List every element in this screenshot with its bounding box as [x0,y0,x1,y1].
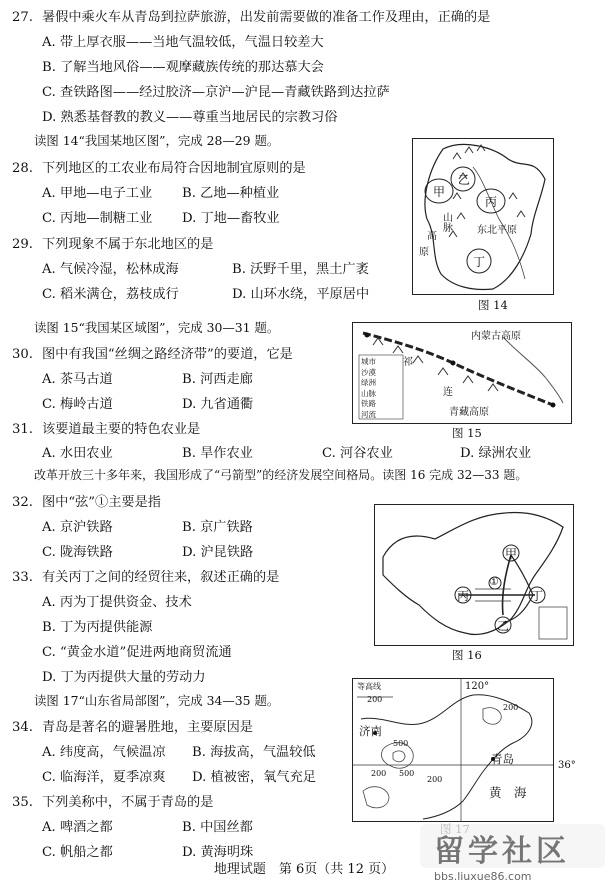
question-text: 青岛是著名的避暑胜地，主要原因是 [42,720,253,735]
option-28b: B. 乙地—种植业 [182,186,280,201]
option-27c: C. 查铁路图——经过胶济—京沪—沪昆—青藏铁路到达拉萨 [42,85,390,100]
question-number: 27. [12,10,33,25]
question-text: 暑假中乘火车从青岛到拉萨旅游，出发前需要做的准备工作及理由，正确的是 [42,10,491,25]
question-number: 29. [12,237,33,252]
fig14-label-yi: 乙 [458,173,471,187]
question-number: 34. [12,720,33,735]
question-30 [12,343,293,362]
option-31b: B. 旱作农业 [182,446,253,461]
option-30b: B. 河西走廊 [182,372,253,387]
fig14-label-plain: 东北平原 [477,225,517,236]
option-27d: D. 熟悉基督教的教义——尊重当地居民的宗教习俗 [42,110,338,125]
option-35b: B. 中国丝都 [182,820,253,835]
option-31c: C. 河谷农业 [322,446,393,461]
option-27b: B. 了解当地风俗——观摩藏族传统的那达慕大会 [42,60,324,75]
question-text: 下列地区的工农业布局符合因地制宜原则的是 [42,161,306,176]
fig17-label-36: 36° [558,760,576,771]
option-29d: D. 山环水绕，平原居中 [232,287,370,302]
option-32c: C. 陇海铁路 [42,545,113,560]
option-28c: C. 丙地—制糖工业 [42,211,153,226]
intro-fig14: 读图 14“我国某地区图”，完成 28—29 题。 [34,133,280,148]
option-33c: C. “黄金水道”促进两地商贸流通 [42,645,232,660]
option-33a: A. 丙为丁提供资金、技术 [42,595,192,610]
fig17-elev-3: 200 [371,769,387,778]
fig14-label-bing: 丙 [485,195,498,209]
fig17-elev-4: 500 [399,769,415,778]
option-33b: B. 丁为丙提供能源 [42,620,153,635]
question-number: 35. [12,795,33,810]
watermark-url: bbs.liuxue86.com [434,870,532,883]
figure-15-map [352,322,572,424]
fig14-label-yuan: 原 [419,247,429,258]
option-35d: D. 黄海明珠 [182,845,254,860]
option-35a: A. 啤酒之都 [42,820,113,835]
question-34 [12,716,253,735]
fig16-label-bing: 丙 [457,589,470,603]
option-28d: D. 丁地—畜牧业 [182,211,280,226]
question-27 [12,6,490,25]
fig16-label-yi: 乙 [497,619,510,633]
figure-14-caption: 图 14 [478,298,508,312]
watermark-text: 留学社区 [434,834,570,869]
fig17-elev-5: 200 [427,775,443,784]
fig15-label-qingzang: 青藏高原 [449,407,489,418]
option-27a: A. 带上厚衣服——当地气温较低，气温日较差大 [42,35,324,50]
fig14-label-gao: 高 [427,231,437,242]
option-34d: D. 植被密，氧气充足 [192,770,316,785]
fig15-label-lian: 连 [443,387,453,398]
option-29a: A. 气候冷湿，松林成海 [42,262,179,277]
fig17-elev-2: 500 [393,739,409,748]
fig17-elev-1: 200 [503,703,519,712]
option-32a: A. 京沪铁路 [42,520,113,535]
option-34b: B. 海拔高，气温较低 [192,745,316,760]
fig15-label-mongolia: 内蒙古高原 [471,331,521,342]
question-29 [12,233,213,252]
fig17-label-sea: 黄 海 [489,785,527,800]
option-30d: D. 九省通衢 [182,397,254,412]
question-text: 图中“弦”①主要是指 [42,495,161,510]
intro-fig16: 改革开放三十多年来，我国形成了“弓箭型”的经济发展空间格局。读图 16 完成 32—33 题。 [34,468,528,482]
question-text: 该要道最主要的特色农业是 [42,422,201,437]
option-32d: D. 沪昆铁路 [182,545,254,560]
option-34c: C. 临海洋，夏季凉爽 [42,770,166,785]
question-text: 下列美称中，不属于青岛的是 [42,795,214,810]
question-33 [12,566,279,585]
option-34a: A. 纬度高，气候温凉 [42,745,166,760]
figure-15-caption: 图 15 [452,426,482,440]
legend-desert: 沙漠 [361,367,376,377]
question-text: 下列现象不属于东北地区的是 [42,237,214,252]
fig17-label-120: 120° [465,681,490,692]
question-number: 33. [12,570,33,585]
figure-16-map [374,504,574,646]
fig17-legend-200: 200 [367,695,383,704]
legend-railway: 铁路 [361,399,376,408]
option-32b: B. 京广铁路 [182,520,253,535]
question-35 [12,791,213,810]
question-number: 31. [12,422,33,437]
question-32 [12,491,161,510]
option-30c: C. 梅岭古道 [42,397,113,412]
intro-fig15: 读图 15“我国某区域图”，完成 30—31 题。 [34,320,280,335]
fig17-legend-contour: 等高线 [357,682,381,691]
fig15-legend [361,357,376,420]
question-number: 28. [12,161,33,176]
option-31d: D. 绿洲农业 [460,446,532,461]
option-29c: C. 稻米满仓，荔枝成行 [42,287,179,302]
question-number: 30. [12,347,33,362]
question-number: 32. [12,495,33,510]
legend-mountain: 山脉 [361,388,376,398]
figure-16-caption: 图 16 [452,648,482,662]
question-28 [12,157,306,176]
figure-17-map [352,678,554,822]
legend-river: 河流 [361,409,376,419]
question-31 [12,418,200,437]
option-28a: A. 甲地—电子工业 [42,186,153,201]
option-35c: C. 帆船之都 [42,845,113,860]
question-text: 图中有我国“丝绸之路经济带”的要道，它是 [42,347,293,362]
fig14-label-jia: 甲 [433,185,446,199]
option-29b: B. 沃野千里，黑土广袤 [232,262,369,277]
legend-oasis: 绿洲 [361,378,376,387]
figure-14-map [412,138,554,295]
option-30a: A. 茶马古道 [42,372,113,387]
legend-city: 城市 [361,357,376,366]
fig16-label-one: ① [489,575,499,588]
fig14-label-mao: 脉 [443,223,453,234]
fig16-label-jia: 甲 [505,547,518,561]
option-31a: A. 水田农业 [42,446,113,461]
fig14-label-shan: 山 [443,213,453,224]
fig17-label-jinan: 济南 [359,724,382,738]
question-text: 有关丙丁之间的经贸往来，叙述正确的是 [42,570,280,585]
fig15-label-qi: 祁 [403,357,413,368]
fig14-label-ding: 丁 [473,255,486,269]
fig16-label-ding: 丁 [531,589,544,603]
intro-fig17: 读图 17“山东省局部图”，完成 34—35 题。 [34,693,280,708]
page-footer: 地理试题 第 6页（共 12 页） [213,862,395,877]
fig17-label-qingdao: 青岛 [491,752,514,766]
option-33d: D. 丁为丙提供大量的劳动力 [42,670,206,685]
